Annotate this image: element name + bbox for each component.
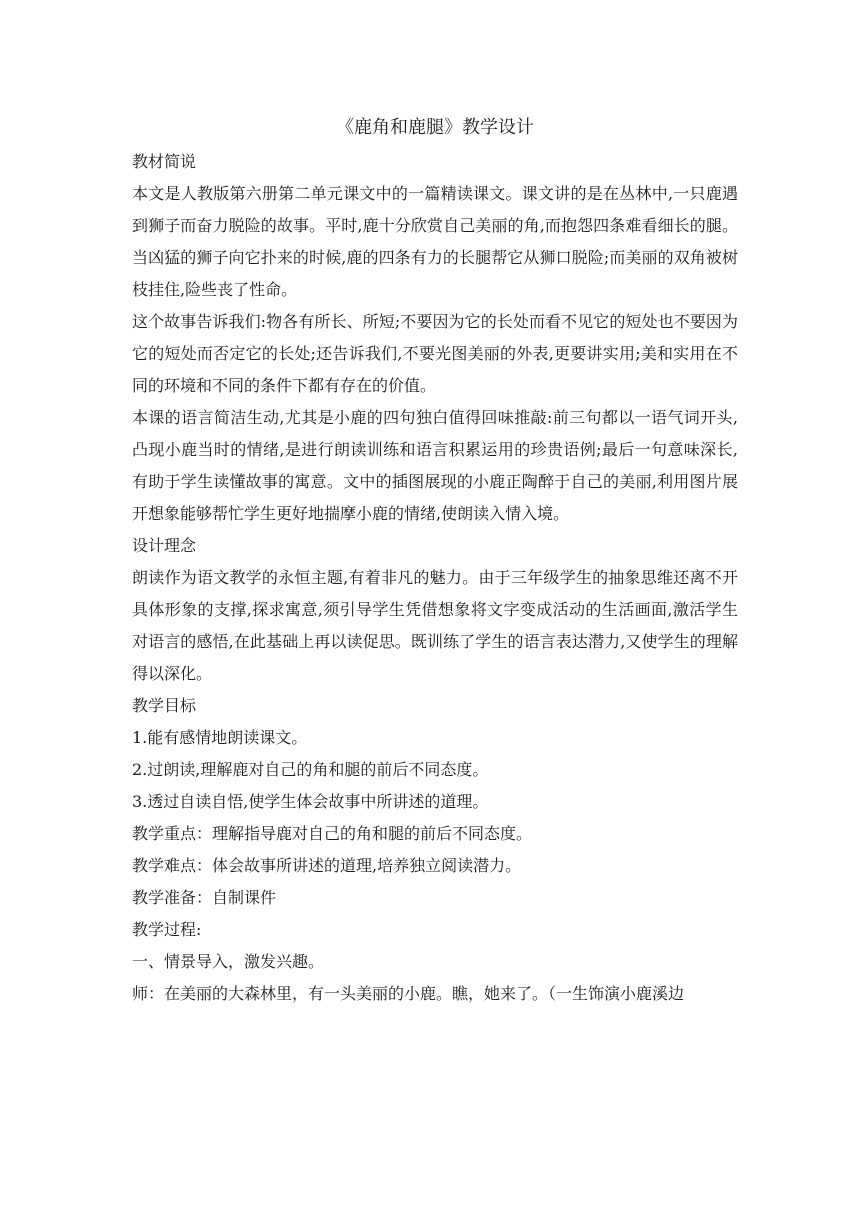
goal-item-3: 3.透过自读自悟,使学生体会故事中所讲述的道理。 xyxy=(132,792,489,811)
goal-item-2: 2.过朗读,理解鹿对自己的角和腿的前后不同态度。 xyxy=(132,760,489,779)
teaching-key-point: 教学重点：理解指导鹿对自己的角和腿的前后不同态度。 xyxy=(132,824,533,843)
teacher-line: 师：在美丽的大森林里，有一头美丽的小鹿。瞧，她来了。（一生饰演小鹿溪边 xyxy=(132,984,685,1003)
section-heading-process: 教学过程: xyxy=(132,920,202,939)
goal-item-1: 1.能有感情地朗读课文。 xyxy=(132,728,308,747)
process-step-1: 一、情景导入，激发兴趣。 xyxy=(132,952,325,971)
paragraph-language: 本课的语言简洁生动,尤其是小鹿的四句独白值得回味推敲:前三句都以一语气词开头,凸现小鹿当时的情绪,是进行朗读训练和语言积累运用的珍贵语例;最后一句意味深长,有助于学生读懂故事的寓意。文中的插图展现的小鹿正陶醉于自己的美丽,利用图片展开想象能够帮忙学生更好地揣摩小鹿的情绪,使朗读入情入境。 xyxy=(132,408,738,523)
teaching-difficulty: 教学难点：体会故事所讲述的道理,培养独立阅读潜力。 xyxy=(132,856,522,875)
teaching-preparation: 教学准备：自制课件 xyxy=(132,888,277,907)
document-page xyxy=(132,112,738,1010)
section-heading-goals: 教学目标 xyxy=(132,696,197,715)
paragraph-intro: 本文是人教版第六册第二单元课文中的一篇精读课文。课文讲的是在丛林中,一只鹿遇到狮子而奋力脱险的故事。平时,鹿十分欣赏自己美丽的角,而抱怨四条难看细长的腿。当凶猛的狮子向它扑来的时候,鹿的四条有力的长腿帮它从狮口脱险;而美丽的双角被树枝挂住,险些丧了性命。 xyxy=(132,184,738,299)
section-heading-textbook: 教材简说 xyxy=(132,152,197,171)
paragraph-moral: 这个故事告诉我们:物各有所长、所短;不要因为它的长处而看不见它的短处也不要因为它的短处而否定它的长处;还告诉我们,不要光图美丽的外表,更要讲实用;美和实用在不同的环境和不同的条件下都有存在的价值。 xyxy=(132,312,738,395)
section-heading-concept: 设计理念 xyxy=(132,536,197,555)
paragraph-concept: 朗读作为语文教学的永恒主题,有着非凡的魅力。由于三年级学生的抽象思维还离不开具体形象的支撑,探求寓意,须引导学生凭借想象将文字变成活动的生活画面,激活学生对语言的感悟,在此基础上再以读促思。既训练了学生的语言表达潜力,又使学生的理解得以深化。 xyxy=(132,568,738,683)
document-title: 《鹿角和鹿腿》教学设计 xyxy=(336,117,534,138)
